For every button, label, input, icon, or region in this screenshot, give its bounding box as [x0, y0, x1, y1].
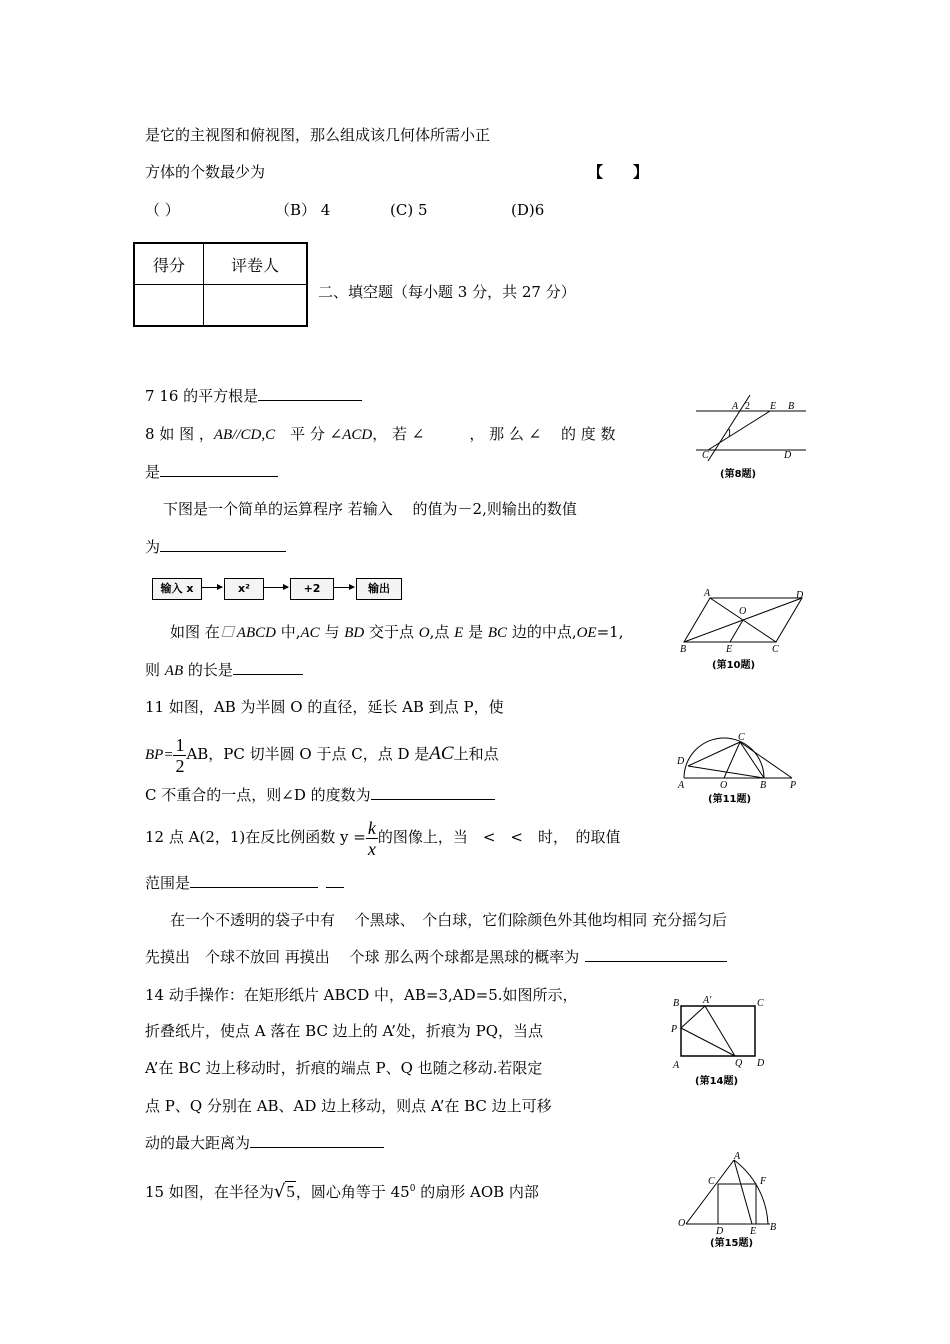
q7-number: 7 — [145, 387, 155, 405]
q10-text: 中, — [275, 623, 301, 641]
q9-line1: 下图是一个简单的运算程序 若输入 的值为－2,则输出的数值 — [163, 500, 577, 518]
svg-text:A: A — [732, 401, 739, 412]
svg-text:C: C — [708, 1176, 715, 1187]
q12-text: 范围是 — [145, 874, 191, 892]
q10-math: ABCD — [236, 625, 276, 641]
q15-text: 的扇形 AOB 内部 — [415, 1183, 539, 1201]
q11-text: C 不重合的一点，则∠D 的度数为 — [145, 786, 371, 804]
q14-text: 动手操作：在矩形纸片 ABCD 中，AB=3,AD=5.如图所示， — [168, 986, 578, 1004]
q10-text: 交于点 — [364, 623, 419, 641]
q15-degree-sup: 0 — [409, 1184, 416, 1194]
q10-text: 如图 在 — [170, 623, 220, 641]
q14-answer-blank — [250, 1133, 384, 1148]
q11-text: 如图，AB 为半圆 O 的直径，延长 AB 到点 P，使 — [168, 698, 504, 716]
q12-number: 12 — [145, 828, 165, 846]
q10-text: 边的中点, — [507, 623, 577, 641]
svg-text:E: E — [750, 1226, 757, 1237]
flow-input-box: 输入 x — [152, 578, 202, 600]
svg-text:B: B — [680, 644, 687, 655]
q10-text: 是 — [463, 623, 488, 641]
q10-text: ,点 — [429, 623, 455, 641]
flow-arrow — [264, 587, 288, 588]
figure-q14 — [665, 994, 775, 1090]
q13-text: 先摸出 个球不放回 再摸出 个球 那么两个球都是黑球的概率为 — [145, 948, 580, 966]
q7 — [145, 386, 362, 406]
q12-text: 的图像上，当 < < 时， 的取值 — [377, 828, 621, 846]
q12-line2 — [145, 873, 344, 893]
q12-frac-denominator: x — [367, 838, 376, 859]
q14-line4: 点 P、Q 分别在 AB、AD 边上移动，则点 A’在 BC 边上可移 — [145, 1097, 552, 1115]
q8-math: AB//CD,C — [213, 427, 276, 443]
q14-line3: A’在 BC 边上移动时，折痕的端点 P、Q 也随之移动.若限定 — [145, 1059, 543, 1077]
q6-stem-line1: 是它的主视图和俯视图，那么组成该几何体所需小正 — [145, 126, 491, 144]
section-title: 二、填空题（每小题 3 分，共 27 分） — [318, 283, 576, 301]
q9-line2 — [145, 537, 286, 557]
q12-answer-blank — [190, 873, 318, 888]
q6-answer-bracket: 【 】 — [588, 163, 649, 181]
q11-text: 上和点 — [453, 745, 499, 763]
svg-text:Q: Q — [735, 1058, 743, 1069]
flow-arrow — [202, 587, 222, 588]
q10-math: BC — [487, 625, 508, 641]
svg-text:B: B — [673, 998, 680, 1009]
svg-text:E: E — [726, 644, 733, 655]
svg-text:D: D — [677, 756, 685, 767]
parallelogram-icon — [221, 626, 235, 637]
q8-number: 8 — [145, 425, 155, 443]
q6-option-b: （B） 4 — [275, 201, 331, 219]
q12-frac-numerator: k — [367, 817, 376, 838]
q14-line5 — [145, 1133, 384, 1153]
q12-text: 点 A(2，1)在反比例函数 y = — [168, 828, 366, 846]
svg-text:D: D — [716, 1226, 724, 1237]
q15-number: 15 — [145, 1183, 165, 1201]
q13-answer-blank — [585, 947, 727, 962]
q12-fraction — [366, 818, 378, 859]
q10-text: 则 — [145, 661, 165, 679]
svg-text:1: 1 — [727, 428, 732, 439]
q6-option-d: (D)6 — [511, 201, 545, 219]
q13-line1: 在一个不透明的袋子中有 个黑球、 个白球，它们除颜色外其他均相同 充分摇匀后 — [170, 911, 728, 929]
q14-number: 14 — [145, 986, 165, 1004]
q11-line1 — [145, 697, 504, 717]
svg-text:D: D — [784, 450, 792, 461]
flow-plus2-box: +2 — [290, 578, 334, 600]
q12-answer-blank — [326, 873, 344, 888]
figure-q11 — [672, 730, 806, 806]
svg-text:E: E — [770, 401, 777, 412]
q8-caption: (第8题) — [720, 469, 757, 480]
q8-text: 平 分 ∠ — [275, 425, 343, 443]
q8-line2 — [145, 462, 278, 482]
q10-math: AC — [300, 625, 320, 641]
q11-answer-blank — [371, 785, 495, 800]
q14-caption: (第14题) — [695, 1076, 739, 1087]
q8-text: 如 图 ， — [159, 425, 214, 443]
svg-text:B: B — [788, 401, 795, 412]
q14-text: 动的最大距离为 — [145, 1134, 251, 1152]
svg-text:C: C — [702, 450, 709, 461]
flow-arrow — [334, 587, 354, 588]
q15-sqrt-value: 5 — [286, 1182, 295, 1201]
svg-text:A: A — [704, 588, 711, 599]
svg-text:O: O — [739, 606, 747, 617]
q6-stem-line2: 方体的个数最少为 — [145, 163, 266, 181]
q11-frac-denominator: 2 — [175, 755, 185, 776]
svg-text:C: C — [757, 998, 764, 1009]
svg-text:A': A' — [703, 995, 712, 1006]
q10-line1 — [170, 622, 623, 643]
svg-text:P: P — [671, 1024, 678, 1035]
q6-option-c: (C) 5 — [390, 201, 428, 219]
q15-caption: (第15题) — [710, 1238, 754, 1249]
q15-text: ，圆心角等于 45 — [295, 1183, 410, 1201]
q7-text: 16 的平方根是 — [159, 387, 259, 405]
q10-math: AB — [164, 663, 184, 679]
svg-text:B: B — [760, 780, 767, 791]
q11-arc-label: AC — [429, 743, 454, 764]
svg-text:A: A — [734, 1152, 741, 1162]
q9-text: 为 — [145, 538, 161, 556]
q8-line1 — [145, 424, 616, 445]
q10-math: BD — [344, 625, 365, 641]
svg-text:P: P — [790, 780, 797, 791]
q8-math: ACD — [342, 427, 373, 443]
q10-text: 与 — [319, 623, 345, 641]
q9-answer-blank — [160, 537, 286, 552]
q15-text: 如图，在半径为 — [168, 1183, 274, 1201]
q8-text: 是 — [145, 463, 161, 481]
svg-text:A: A — [673, 1060, 680, 1071]
score-table — [133, 242, 308, 327]
q10-text: 的长是 — [183, 661, 233, 679]
q12-line1 — [145, 817, 621, 859]
q11-line2 — [145, 734, 499, 776]
q7-answer-blank — [258, 386, 362, 401]
svg-text:B: B — [770, 1222, 777, 1233]
q10-line2 — [145, 660, 303, 681]
flow-square-box: x² — [224, 578, 264, 600]
q8-text: ， 若 ∠ ， 那 么 ∠ 的 度 数 — [372, 425, 616, 443]
q11-number: 11 — [145, 698, 165, 716]
svg-text:A: A — [678, 780, 685, 791]
figure-q10 — [676, 588, 810, 674]
q11-frac-numerator: 1 — [175, 734, 185, 755]
q10-math: O — [418, 625, 430, 641]
score-header: 得分 — [134, 243, 204, 285]
grader-header: 评卷人 — [204, 243, 308, 285]
q10-math: OE — [576, 625, 597, 641]
grader-cell — [204, 285, 308, 327]
svg-text:O: O — [720, 780, 728, 791]
svg-text:F: F — [760, 1176, 767, 1187]
q11-fraction — [173, 735, 186, 776]
q8-answer-blank — [160, 462, 278, 477]
q11-math: BP= — [145, 747, 174, 763]
flow-output-box: 输出 — [356, 578, 402, 600]
svg-text:C: C — [738, 732, 745, 743]
figure-q8 — [688, 395, 812, 483]
q6-option-a: （ ） — [145, 201, 180, 219]
svg-text:O: O — [678, 1218, 686, 1229]
svg-text:D: D — [796, 590, 804, 601]
score-cell — [134, 285, 204, 327]
q11-text: AB，PC 切半圆 O 于点 C，点 D 是 — [186, 745, 430, 763]
q10-answer-blank — [233, 660, 303, 675]
q14-line1 — [145, 985, 578, 1005]
sqrt-icon: √ — [273, 1181, 286, 1202]
q14-line2: 折叠纸片，使点 A 落在 BC 边上的 A’处，折痕为 PQ，当点 — [145, 1022, 544, 1040]
figure-q15 — [676, 1152, 788, 1250]
svg-text:2: 2 — [745, 401, 750, 412]
q11-caption: (第11题) — [708, 794, 752, 805]
q13-line2 — [145, 947, 727, 967]
svg-text:D: D — [757, 1058, 765, 1069]
q10-text: =1, — [596, 623, 624, 641]
q11-line3 — [145, 785, 495, 805]
q15-line1 — [145, 1179, 539, 1202]
svg-text:C: C — [772, 644, 779, 655]
q10-caption: (第10题) — [712, 660, 756, 671]
q10-math: E — [454, 625, 464, 641]
